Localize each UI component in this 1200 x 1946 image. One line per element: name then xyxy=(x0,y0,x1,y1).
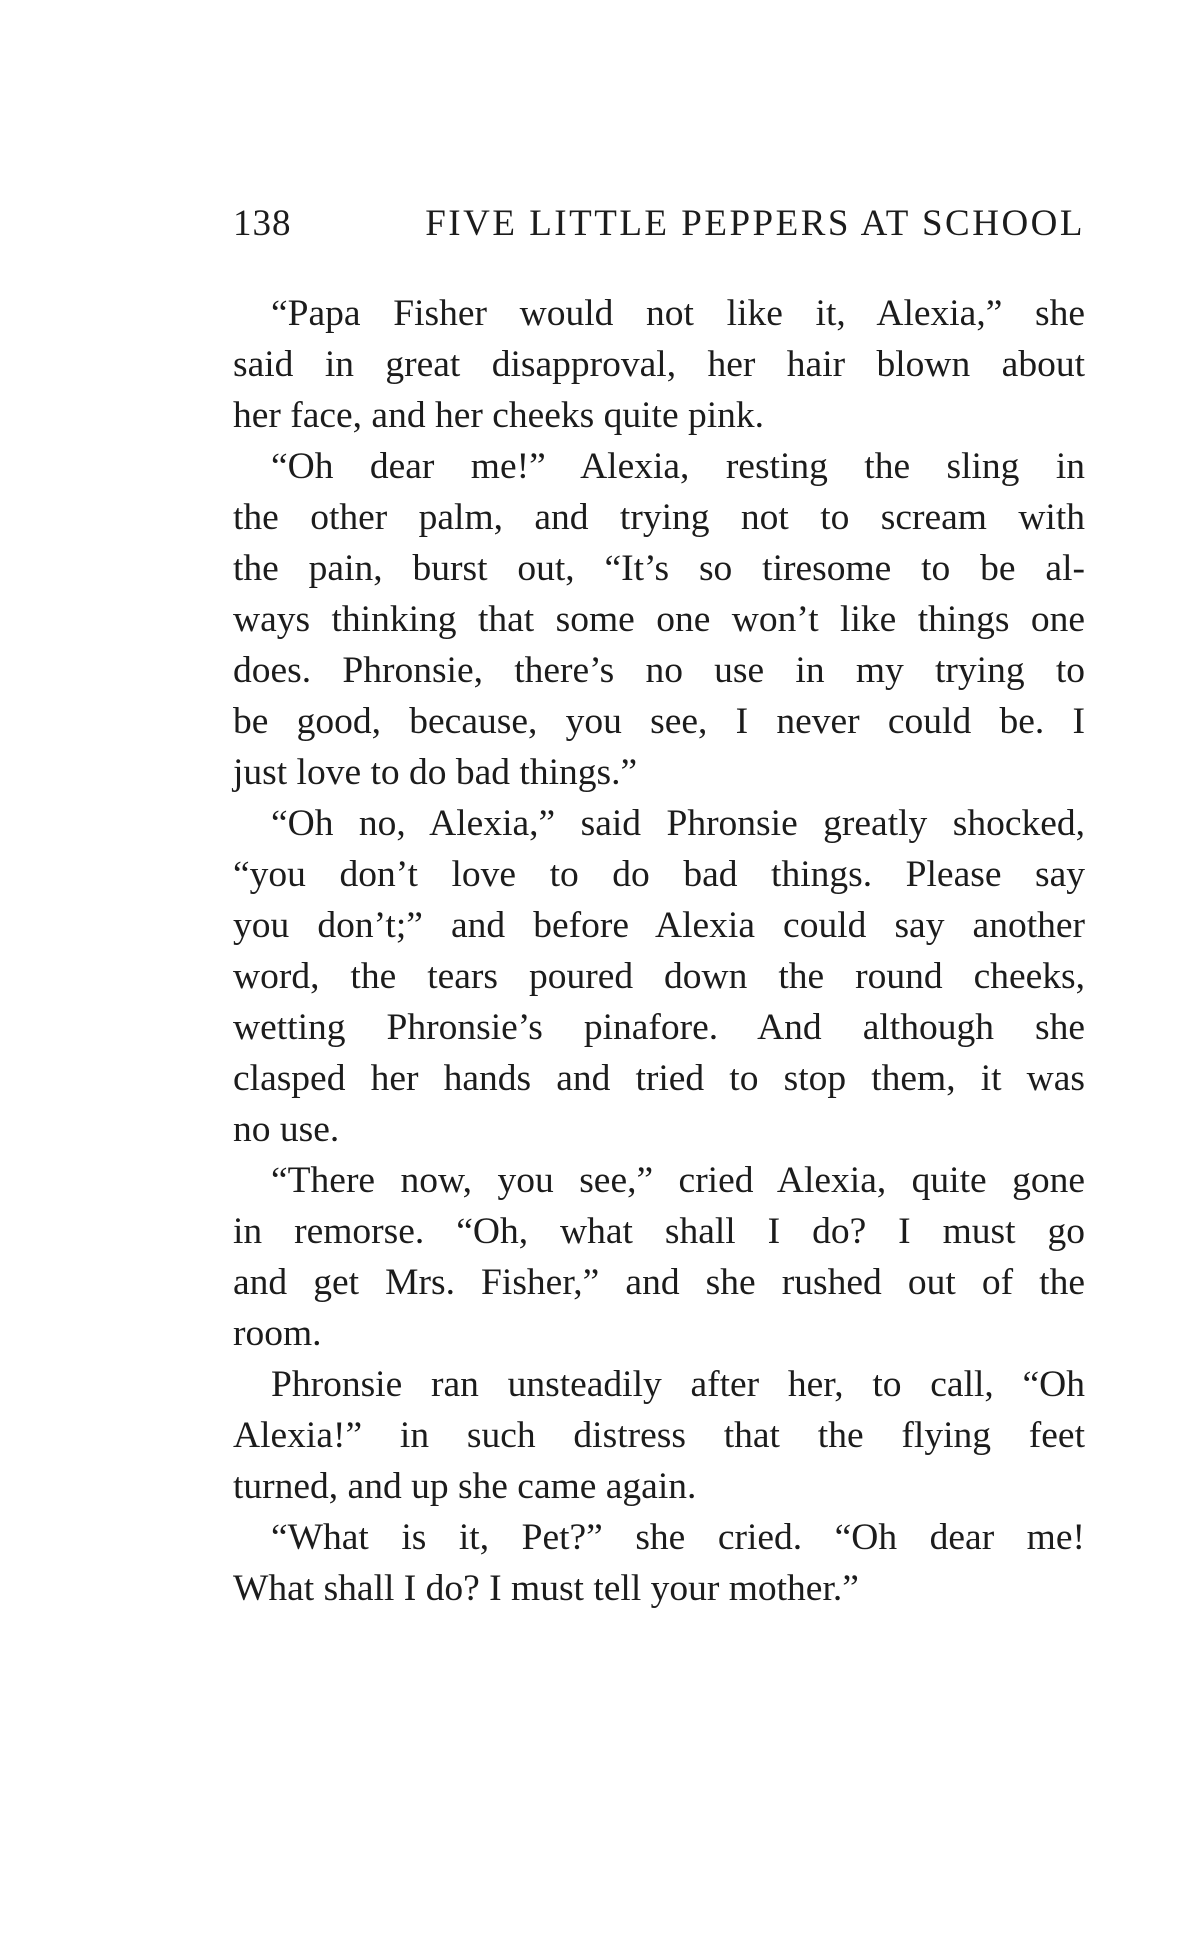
text-line: word, the tears poured down the round cheeks, xyxy=(233,956,1085,997)
text-line: turned, and up she came again. xyxy=(233,1466,697,1507)
text-line: be good, because, you see, I never could be. I xyxy=(233,701,1085,742)
text-line: wetting Phronsie’s pinafore. And although she xyxy=(233,1007,1085,1048)
text-line: said in great disapproval, her hair blown about xyxy=(233,344,1085,385)
text-line: you don’t;” and before Alexia could say another xyxy=(233,905,1085,946)
text-line: Alexia!” in such distress that the flying feet xyxy=(233,1415,1085,1456)
text-line: her face, and her cheeks quite pink. xyxy=(233,395,765,436)
text-line: just love to do bad things.” xyxy=(233,752,638,793)
page-number: 138 xyxy=(233,203,292,244)
text-line: does. Phronsie, there’s no use in my trying to xyxy=(233,650,1085,691)
text-line: the pain, burst out, “It’s so tiresome to be al- xyxy=(233,548,1085,589)
body-text xyxy=(233,288,1085,1614)
running-title: FIVE LITTLE PEPPERS AT SCHOOL xyxy=(425,203,1085,244)
text-line: clasped her hands and tried to stop them, it was xyxy=(233,1058,1085,1099)
text-line: “Oh no, Alexia,” said Phronsie greatly shocked, xyxy=(271,803,1085,844)
running-head xyxy=(233,202,1085,252)
text-line: in remorse. “Oh, what shall I do? I must go xyxy=(233,1211,1085,1252)
text-line: Phronsie ran unsteadily after her, to call, “Oh xyxy=(271,1364,1085,1405)
text-line: no use. xyxy=(233,1109,340,1150)
text-line: the other palm, and trying not to scream with xyxy=(233,497,1085,538)
text-line: “you don’t love to do bad things. Please say xyxy=(233,854,1085,895)
text-line: “Oh dear me!” Alexia, resting the sling in xyxy=(271,446,1085,487)
text-line: “What is it, Pet?” she cried. “Oh dear me! xyxy=(271,1517,1085,1558)
text-line: What shall I do? I must tell your mother.” xyxy=(233,1568,859,1609)
text-line: “Papa Fisher would not like it, Alexia,” she xyxy=(271,293,1085,334)
text-line: ways thinking that some one won’t like things one xyxy=(233,599,1085,640)
text-line: room. xyxy=(233,1313,322,1354)
text-line: “There now, you see,” cried Alexia, quite gone xyxy=(271,1160,1085,1201)
text-line: and get Mrs. Fisher,” and she rushed out of the xyxy=(233,1262,1085,1303)
